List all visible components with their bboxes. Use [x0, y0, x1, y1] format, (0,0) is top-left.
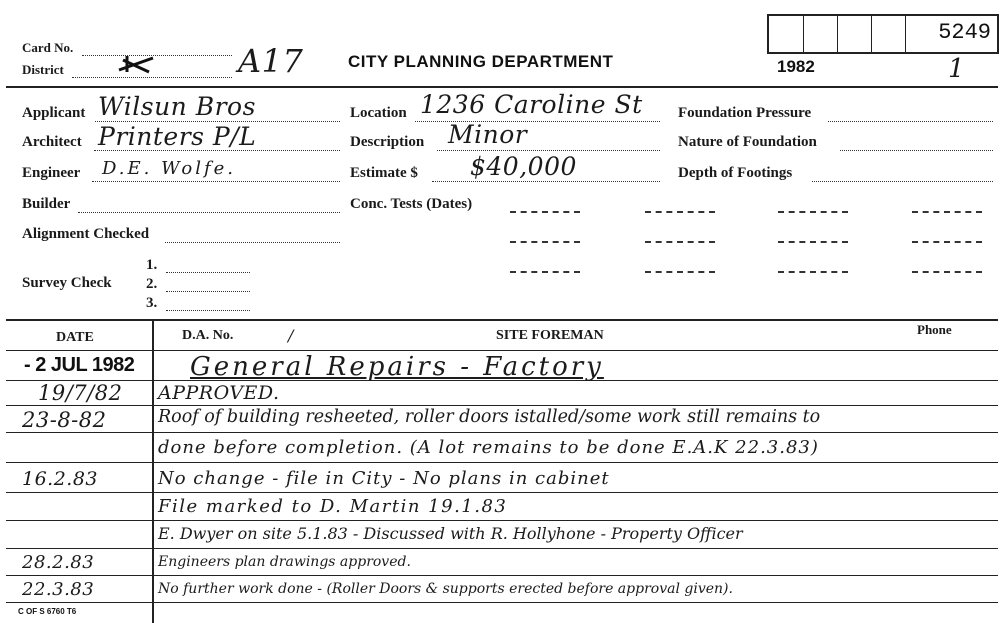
log-entry-text: No further work done - (Roller Doors & supports erected before approval given).	[158, 581, 733, 597]
card-no-label: Card No.	[22, 40, 74, 55]
survey-label: Survey Check	[22, 275, 112, 291]
survey-num-1: 1.	[146, 257, 158, 273]
log-entry-date: 28.2.83	[22, 552, 95, 573]
description-label: Description	[350, 134, 425, 150]
da-no-header: D.A. No.	[182, 328, 234, 343]
conc-line-3a	[510, 271, 580, 273]
conc-line-2a	[510, 241, 580, 243]
row-rule-6	[6, 520, 998, 521]
form-code: C OF S 6760 T6	[18, 607, 77, 616]
nature-foundation-label: Nature of Foundation	[678, 134, 817, 150]
log-header-rule	[6, 350, 998, 351]
description-value: Minor	[448, 120, 528, 149]
log-entry-date: 23-8-82	[22, 408, 107, 432]
log-entry-text: Engineers plan drawings approved.	[158, 554, 411, 570]
applicant-value: Wilsun Bros	[98, 92, 256, 121]
estimate-label: Estimate $	[350, 165, 418, 181]
conc-line-2c	[778, 241, 848, 243]
conc-tests-label: Conc. Tests (Dates)	[350, 196, 473, 212]
engineer-value: D.E. Wolfe.	[102, 158, 237, 179]
alignment-line	[165, 242, 340, 243]
site-foreman-header: SITE FOREMAN	[496, 328, 604, 343]
architect-value: Printers P/L	[98, 122, 257, 151]
row-rule-2	[6, 405, 998, 406]
conc-line-3d	[912, 271, 982, 273]
row-rule-4	[6, 462, 998, 463]
depth-footings-label: Depth of Footings	[678, 165, 793, 181]
conc-line-1c	[778, 211, 848, 213]
da-no-value: /	[288, 326, 294, 345]
header-divider	[6, 86, 998, 88]
nature-foundation-line	[840, 150, 993, 151]
log-entry-text: No change - file in City - No plans in cabinet	[158, 468, 610, 489]
survey-line-3	[166, 310, 250, 311]
row-rule-8	[6, 575, 998, 576]
foundation-pressure-label: Foundation Pressure	[678, 105, 812, 121]
log-entry-date: 19/7/82	[38, 381, 123, 405]
log-date-stamp: - 2 JUL 1982	[24, 354, 135, 376]
engineer-label: Engineer	[22, 165, 81, 181]
log-entry-text: General Repairs - Factory	[190, 352, 604, 382]
log-entry-text: APPROVED.	[158, 382, 280, 404]
district-label: District	[22, 62, 64, 77]
date-header: DATE	[56, 330, 94, 345]
row-rule-5	[6, 492, 998, 493]
builder-line	[78, 212, 340, 213]
conc-line-1a	[510, 211, 580, 213]
log-entry-text: done before completion. (A lot remains to be done E.A.K 22.3.83)	[158, 437, 819, 458]
description-line	[437, 150, 660, 151]
builder-label: Builder	[22, 196, 71, 212]
foundation-pressure-line	[828, 121, 993, 122]
survey-num-2: 2.	[146, 276, 158, 292]
applicant-label: Applicant	[22, 105, 86, 121]
log-entry-date: 22.3.83	[22, 579, 95, 600]
location-value: 1236 Caroline St	[420, 90, 643, 119]
year-label: 1982	[777, 57, 815, 76]
alignment-label: Alignment Checked	[22, 226, 150, 242]
log-entry-text: File marked to D. Martin 19.1.83	[158, 496, 508, 517]
row-rule-7	[6, 548, 998, 549]
survey-line-1	[166, 272, 250, 273]
depth-footings-line	[812, 181, 993, 182]
card-number-box	[767, 14, 999, 54]
conc-line-2d	[912, 241, 982, 243]
card-number: 5249	[938, 20, 991, 45]
architect-label: Architect	[22, 134, 82, 150]
engineer-line	[92, 181, 340, 182]
conc-line-1b	[645, 211, 715, 213]
crossed-out-mark	[115, 52, 159, 76]
card-no-value: A17	[238, 42, 304, 80]
conc-line-2b	[645, 241, 715, 243]
survey-line-2	[166, 291, 250, 292]
conc-line-3b	[645, 271, 715, 273]
card-suffix: 1	[948, 54, 966, 84]
conc-line-1d	[912, 211, 982, 213]
district-line	[72, 77, 232, 78]
phone-header: Phone	[917, 322, 952, 337]
log-entry-text: Roof of building resheeted, roller doors istalled/some work still remains to	[158, 407, 821, 427]
log-entry-date: 16.2.83	[22, 468, 99, 490]
row-rule-3	[6, 432, 998, 433]
date-column-divider	[152, 319, 154, 623]
log-entry-text: E. Dwyer on site 5.1.83 - Discussed with R. Hollyhone - Property Officer	[158, 524, 743, 543]
conc-line-3c	[778, 271, 848, 273]
survey-num-3: 3.	[146, 295, 158, 311]
page-title: CITY PLANNING DEPARTMENT	[348, 52, 614, 71]
row-rule-9	[6, 602, 998, 603]
estimate-value: $40,000	[470, 152, 577, 181]
location-label: Location	[350, 105, 407, 121]
estimate-line	[432, 181, 660, 182]
log-top-border	[6, 319, 998, 321]
